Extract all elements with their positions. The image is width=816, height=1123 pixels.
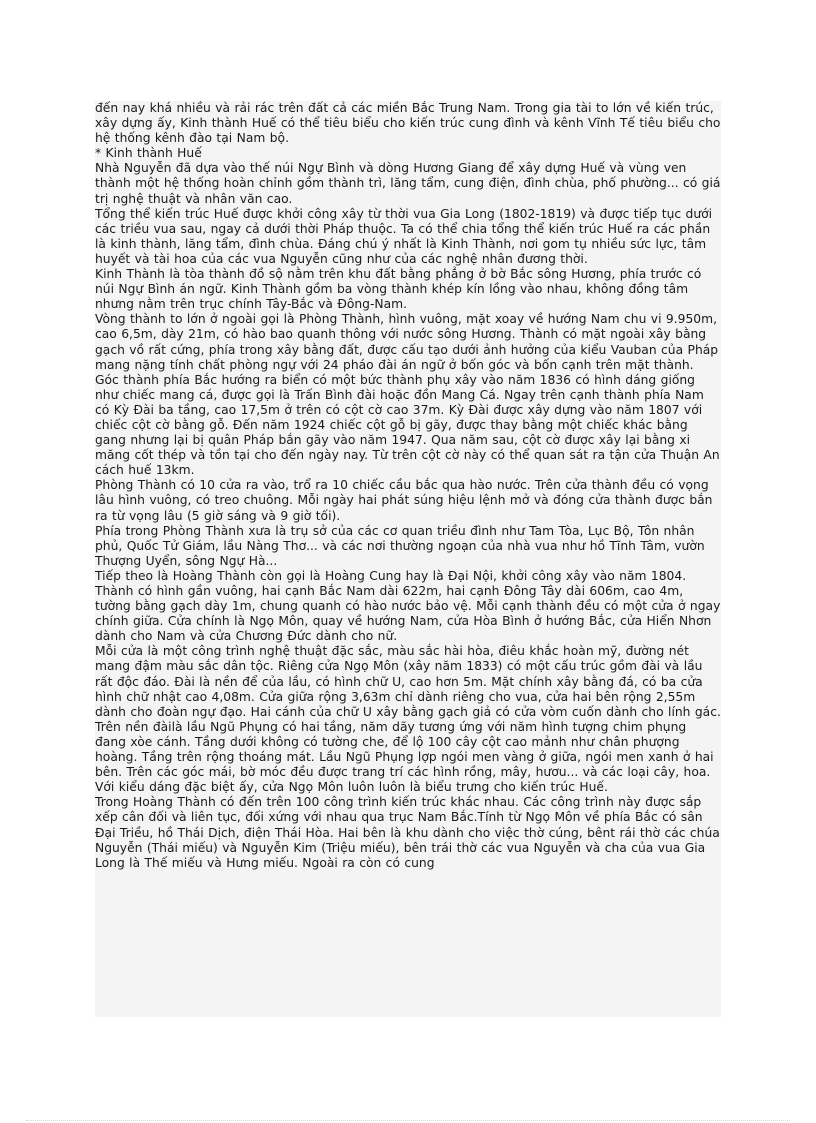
paragraph-hoang-thanh: Tiếp theo là Hoàng Thành còn gọi là Hoàng Cung hay là Đại Nội, khởi công xây vào năm 1804. Thành có hình gần vuông, hai cạnh Bắc Nam dài 622m, hai cạnh Đông Tây dài 606m, cao 4m, tường bằng gạch dày 1m, chung quanh có hào nước bảo vệ. Mỗi cạnh thành đều có một cửa ở ngay chính giữa. Cửa chính là Ngọ Môn, quay về hướng Nam, cửa Hòa Bình ở hướng Bắc, cửa Hiển Nhơn dành cho Nam và cửa Chương Đức dành cho nữ. [95, 568, 721, 644]
section-heading-kinh-thanh-hue: * Kinh thành Huế [95, 146, 202, 161]
paragraph-nha-nguyen: Nhà Nguyễn đã dựa vào thế núi Ngự Bình và dòng Hương Giang để xây dựng Huế và vùng ven thành một hệ thống hoàn chỉnh gồm thành trì, lăng tẩm, cung điện, đình chùa, phố phường... có giá trị nghệ thuật và nhân văn cao. [95, 161, 721, 206]
paragraph-kinh-thanh: Kinh Thành là tòa thành đồ sộ nằm trên khu đất bằng phẳng ở bờ Bắc sông Hương, phía trước có núi Ngự Bình án ngữ. Kinh Thành gồm ba vòng thành khép kín lồng vào nhau, không đồng tâm nhưng nằm trên trục chính Tây-Bắc và Đông-Nam. [95, 267, 702, 312]
paragraph-phong-thanh-cua: Phòng Thành có 10 cửa ra vào, trổ ra 10 chiếc cầu bắc qua hào nước. Trên cửa thành đều có vọng lâu hình vuông, có treo chuông. Mỗi ngày hai phát súng hiệu lệnh mở và đóng cửa thành được bắn ra từ vọng lâu (5 giờ sáng và 9 giờ tối). [95, 478, 713, 523]
paragraph-intro: đến nay khá nhiều và rải rác trên đất cả các miền Bắc Trung Nam. Trong gia tài to lớn về kiến trúc, xây dựng ấy, Kinh thành Huế có thể tiêu biểu cho kiến trúc cung đình và kênh Vĩnh Tế tiêu biểu cho hệ thống kênh đào tại Nam bộ. [95, 101, 721, 146]
page-bottom-divider [26, 1120, 790, 1121]
paragraph-phong-thanh: Vòng thành to lớn ở ngoài gọi là Phòng Thành, hình vuông, mặt xoay về hướng Nam chu vi 9.950m, cao 6,5m, dày 21m, có hào bao quanh thông với nước sông Hương. Thành có mặt ngoài xây bằng gạch vồ rất cứng, phía trong xây bằng đất, được cấu tạo dưới ảnh hưởng của kiểu Vauban của Pháp mang nặng tính chất phòng ngự với 24 pháo đài án ngữ ở bốn góc và bốn cạnh trên mặt thành. Góc thành phía Bắc hướng ra biển có một bức thành phụ xây vào năm 1836 có hình dáng giống như chiếc mang cá, được gọi là Trấn Bình đài hoặc đồn Mang Cá. Ngay trên cạnh thành phía Nam có Kỳ Đài ba tầng, cao 17,5m ở trên có cột cờ cao 37m. Kỳ Đài được xây dựng vào năm 1807 với chiếc cột cờ bằng gỗ. Đến năm 1924 chiếc cột gỗ bị gãy, được thay bằng một chiếc khác bằng gang nhưng lại bị quân Pháp bắn gãy vào năm 1947. Qua năm sau, cột cờ được xây lại bằng xi măng cốt thép và tồn tại cho đến ngày nay. Từ trên cột cờ này có thể quan sát ra tận cửa Thuận An cách huế 13km. [95, 312, 720, 478]
paragraph-tong-the-kien-truc: Tổng thể kiến trúc Huế được khởi công xây từ thời vua Gia Long (1802-1819) và được tiếp tục dưới các triều vua sau, ngay cả dưới thời Pháp thuộc. Ta có thể chia tổng thể kiến trúc Huế ra các phần là kinh thành, lăng tẩm, đình chùa. Đáng chú ý nhất là Kinh Thành, nơi gom tụ nhiều sức lực, tâm huyết và tài hoa của các vua Nguyễn cũng như của các nghệ nhân đương thời. [95, 206, 713, 266]
paragraph-phia-trong-phong-thanh: Phía trong Phòng Thành xưa là trụ sở của các cơ quan triều đình như Tam Tòa, Lục Bộ, Tôn nhân phủ, Quốc Tử Giám, lầu Nàng Thơ... và các nơi thường ngoạn của nhà vua như hồ Tĩnh Tâm, vườn Thượng Uyển, sông Ngự Hà... [95, 523, 705, 568]
text-block [95, 101, 721, 1017]
paragraph-ngo-mon: Mỗi cửa là một công trình nghệ thuật đặc sắc, màu sắc hài hòa, điêu khắc hoàn mỹ, đường nét mang đậm màu sắc dân tộc. Riêng cửa Ngọ Môn (xây năm 1833) có một cấu trúc gồm đài và lầu rất độc đáo. Đài là nền để của lầu, có hình chữ U, cao hơn 5m. Mặt chính xây bằng đá, có ba cửa hình chữ nhật cao 4,08m. Cửa giữa rộng 3,63m chỉ dành riêng cho vua, cửa hai bên rộng 2,55m dành cho đoàn ngự đạo. Hai cánh của chữ U xây bằng gạch giả có cửa vòm cuốn dành cho lính gác. Trên nền đàilà lầu Ngũ Phụng có hai tầng, năm dãy tương ứng với năm hình tượng chim phụng đang xòe cánh. Tầng dưới không có tường che, để lộ 100 cây cột cao mảnh như chân phượng hoàng. Tầng trên rộng thoáng mát. Lầu Ngũ Phụng lợp ngói men vàng ở giữa, ngói men xanh ở hai bên. Trên các góc mái, bờ móc đều được trang trí các hình rồng, mây, hươu... và các loại cây, hoa. Với kiểu dáng đặc biệt ấy, cửa Ngọ Môn luôn luôn là biểu trưng cho kiến trúc Huế. [95, 644, 721, 795]
paragraph-trong-hoang-thanh: Trong Hoàng Thành có đến trên 100 công trình kiến trúc khác nhau. Các công trình này được sắp xếp cân đối và liên tục, đối xứng với nhau qua trục Nam Bắc.Tính từ Ngọ Môn về phía Bắc có sân Đại Triều, hồ Thái Dịch, điện Thái Hòa. Hai bên là khu dành cho việc thờ cúng, bênt rái thờ các chúa Nguyễn (Thái miếu) và Nguyễn Kim (Triệu miếu), bên trái thờ các vua Nguyễn và cha của vua Gia Long là Thế miếu và Hưng miếu. Ngoài ra còn có cung [95, 795, 720, 870]
